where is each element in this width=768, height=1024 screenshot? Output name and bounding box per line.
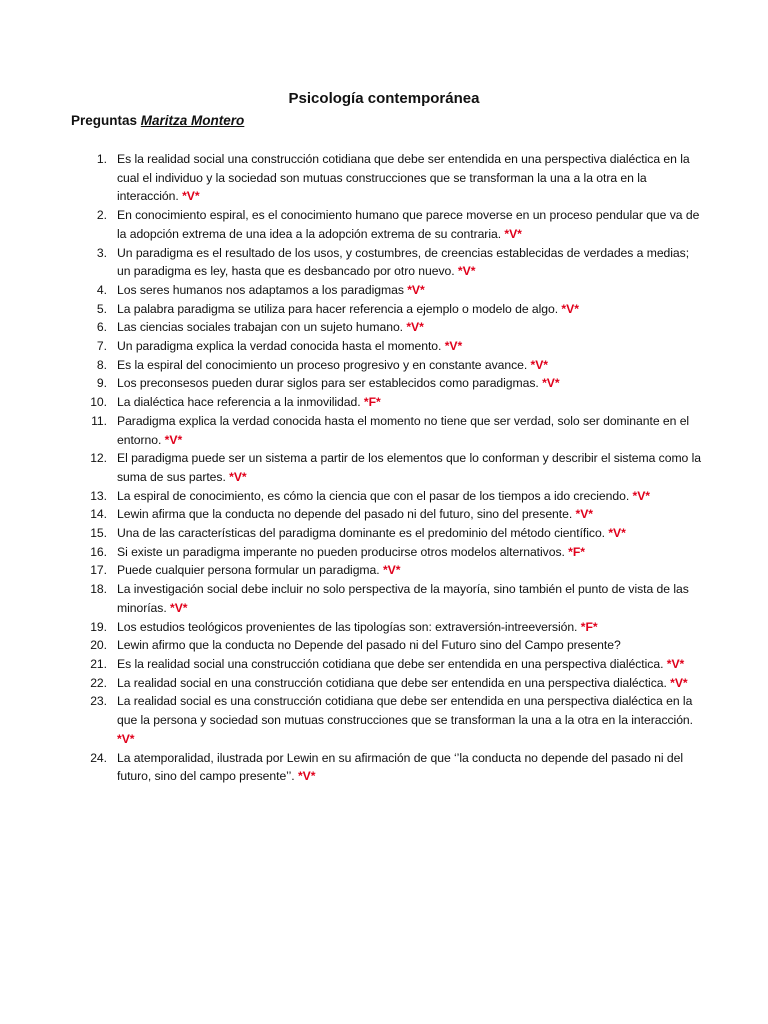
subheading <box>71 112 244 130</box>
question-number: 11. <box>91 413 107 428</box>
question-text: Si existe un paradigma imperante no pueden producirse otros modelos alternativos. <box>117 544 565 559</box>
list-item <box>81 356 701 375</box>
answer-mark: *V* <box>444 339 463 354</box>
answer-mark: *V* <box>170 600 188 615</box>
list-item <box>81 524 701 543</box>
list-item <box>81 318 701 337</box>
question-text: Un paradigma es el resultado de los usos, y costumbres, de creencias establecidas de verdades a medias; un paradigma es ley, hasta que es desbancado por otro nuevo. <box>117 245 690 279</box>
list-item <box>81 244 701 281</box>
list-item <box>81 337 701 356</box>
list-item <box>81 150 701 206</box>
answer-mark: *V* <box>561 301 579 316</box>
question-text: Las ciencias sociales trabajan con un sujeto humano. <box>117 320 404 335</box>
answer-mark: *V* <box>457 264 476 279</box>
list-item <box>81 300 701 319</box>
question-text: Los preconsesos pueden durar siglos para ser establecidos como paradigmas. <box>117 376 539 391</box>
list-item <box>81 618 701 637</box>
question-number: 5. <box>96 301 107 316</box>
question-number: 22. <box>90 675 107 690</box>
answer-mark: *V* <box>182 189 200 204</box>
question-text: El paradigma puede ser un sistema a partir de los elementos que lo conforman y describir el sistema como la suma de sus partes. <box>117 451 702 484</box>
answer-mark: *V* <box>407 282 425 297</box>
question-number: 1. <box>96 152 107 166</box>
list-item <box>81 655 701 674</box>
question-text: La investigación social debe incluir no solo perspectiva de la mayoría, sino también el punto de vista de las minorías. <box>117 582 689 615</box>
question-number: 7. <box>96 339 107 354</box>
list-item <box>81 449 701 486</box>
question-number: 19. <box>90 619 107 634</box>
answer-mark: *V* <box>670 675 688 690</box>
answer-mark: *V* <box>229 469 247 484</box>
subheading-prefix: Preguntas <box>71 113 138 128</box>
question-number: 16. <box>90 544 107 559</box>
question-text: La realidad social en una construcción cotidiana que debe ser entendida en una perspectiva dialéctica. <box>117 675 667 690</box>
answer-mark: *V* <box>666 656 685 671</box>
question-number: 10. <box>90 395 107 410</box>
answer-mark: *V* <box>632 488 650 503</box>
answer-mark: *V* <box>117 731 135 746</box>
question-text: La espiral de conocimiento, es cómo la ciencia que con el pasar de los tiempos a ido creciendo. <box>117 488 630 503</box>
question-number: 23. <box>90 694 107 709</box>
question-number: 21. <box>90 656 107 671</box>
question-number: 9. <box>96 376 107 391</box>
question-number: 2. <box>96 208 107 223</box>
list-item <box>81 412 701 449</box>
question-number: 12. <box>90 451 107 466</box>
list-item <box>81 580 701 617</box>
answer-mark: *V* <box>164 432 183 447</box>
question-text: La dialéctica hace referencia a la inmovilidad. <box>117 395 361 410</box>
list-item <box>81 374 701 393</box>
list-item <box>81 674 701 693</box>
list-item <box>81 206 701 243</box>
answer-mark: *F* <box>580 619 598 634</box>
answer-mark: *V* <box>542 376 560 391</box>
question-text: Lewin afirma que la conducta no depende del pasado ni del futuro, sino del presente. <box>117 507 573 522</box>
author-name: Maritza Montero <box>140 113 245 128</box>
question-text: Los seres humanos nos adaptamos a los paradigmas <box>117 282 404 297</box>
answer-mark: *V* <box>406 320 424 335</box>
question-number: 8. <box>96 357 107 372</box>
answer-mark: *V* <box>504 226 522 241</box>
list-item <box>81 393 701 412</box>
question-number: 6. <box>96 320 107 335</box>
question-number: 14. <box>90 507 107 522</box>
question-text: Los estudios teológicos provenientes de las tipologías son: extraversión-intreeversión. <box>117 619 578 634</box>
page-title: Psicología contemporánea <box>288 90 480 107</box>
question-number: 13. <box>90 488 107 503</box>
question-number: 4. <box>96 282 107 297</box>
answer-mark: *F* <box>568 544 585 559</box>
question-text: La palabra paradigma se utiliza para hacer referencia a ejemplo o modelo de algo. <box>117 301 559 316</box>
list-item <box>81 636 701 655</box>
answer-mark: *V* <box>297 769 316 784</box>
question-number: 3. <box>96 245 107 260</box>
list-item <box>81 749 701 786</box>
answer-mark: *V* <box>530 357 548 372</box>
question-number: 15. <box>90 526 107 541</box>
list-item <box>81 281 701 300</box>
question-text: En conocimiento espiral, es el conocimiento humano que parece moverse en un proceso pendular que va de la adopción extrema de una idea a la adopción extrema de su contraria. <box>117 208 700 241</box>
list-item <box>81 561 701 580</box>
question-text: Es la realidad social una construcción cotidiana que debe ser entendida en una perspectiva dialéctica. <box>117 656 664 671</box>
question-text: La atemporalidad, ilustrada por Lewin en su afirmación de que ‘’la conducta no depende del pasado ni del futuro, sino del campo presente’’. <box>117 750 683 784</box>
question-text: La realidad social es una construcción cotidiana que debe ser entendida en una perspectiva dialéctica en la que la persona y sociedad son mutuas construcciones que se transforman la una a la otra en la interacción. <box>117 694 693 728</box>
question-number: 20. <box>90 638 107 653</box>
question-text: Una de las características del paradigma dominante es el predominio del método científico. <box>117 526 606 541</box>
answer-mark: *F* <box>363 395 381 410</box>
answer-mark: *V* <box>382 563 401 578</box>
question-text: Puede cualquier persona formular un paradigma. <box>117 563 380 578</box>
question-text: Un paradigma explica la verdad conocida hasta el momento. <box>117 339 442 354</box>
question-text: Es la realidad social una construcción cotidiana que debe ser entendida en una perspectiva dialéctica en la cual el individuo y la sociedad son mutuas construcciones que se transforman la una a la otra en la interacción. <box>117 152 690 204</box>
question-list <box>81 150 701 786</box>
question-text: Paradigma explica la verdad conocida hasta el momento no tiene que ser verdad, solo ser dominante en el entorno. <box>117 413 690 447</box>
list-item <box>81 505 701 524</box>
question-number: 17. <box>90 563 107 578</box>
question-number: 24. <box>90 750 107 765</box>
question-number: 18. <box>90 582 107 597</box>
answer-mark: *V* <box>608 526 626 541</box>
question-text: Lewin afirmo que la conducta no Depende del pasado ni del Futuro sino del Campo presente? <box>117 638 621 653</box>
list-item <box>81 487 701 506</box>
list-item <box>81 692 701 748</box>
answer-mark: *V* <box>575 507 593 522</box>
question-text: Es la espiral del conocimiento un proceso progresivo y en constante avance. <box>117 357 528 372</box>
list-item <box>81 543 701 562</box>
